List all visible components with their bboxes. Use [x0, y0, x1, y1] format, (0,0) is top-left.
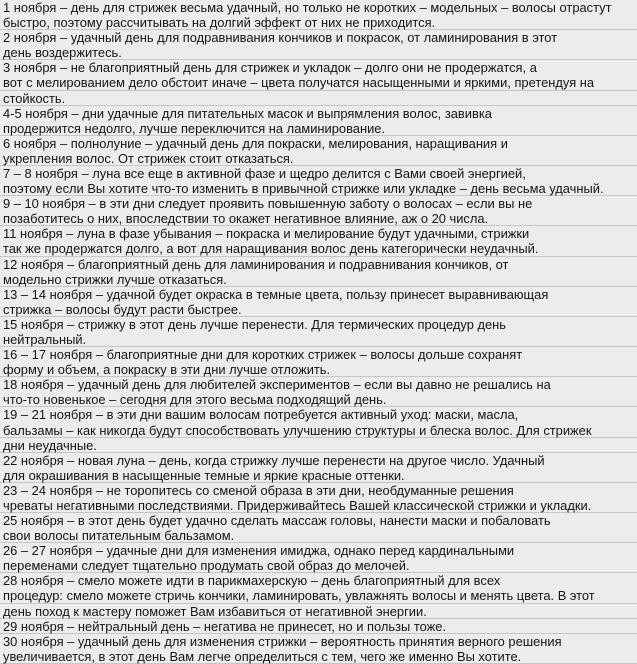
entry-line: увеличивается, в этот день Вам легче определиться с тем, чего же именно Вы хотите.	[3, 648, 522, 664]
entry-line: модельно стрижки лучше отказаться.	[3, 271, 227, 287]
entry-nov-15	[0, 317, 637, 347]
entry-nov-30	[0, 634, 637, 664]
entry-line: 23 – 24 ноября – не торопитесь со сменой образа в эти дни, необдуманные решения	[3, 482, 514, 498]
entry-line: 22 ноября – новая луна – день, когда стрижку лучше перенести на другое число. Удачный	[3, 452, 545, 468]
entry-line: стрижка – волосы будут расти быстрее.	[3, 301, 242, 317]
entry-line: 30 ноября – удачный день для изменения стрижки – вероятность принятия верного решения	[3, 633, 562, 649]
entry-line: дни неудачные.	[3, 437, 97, 453]
entry-nov-28-part2	[0, 604, 637, 619]
entry-line: 16 – 17 ноября – благоприятные дни для коротких стрижек – волосы дольше сохранят	[3, 347, 523, 363]
entry-line: стойкость.	[3, 90, 66, 106]
entry-nov-13-14	[0, 287, 637, 317]
entry-line: 29 ноября – нейтральный день – негатива не принесет, но и пользы тоже.	[3, 618, 447, 634]
entry-line: 7 – 8 ноября – луна все еще в активной фазе и щедро делится с Вами своей энергией,	[3, 165, 526, 181]
entry-line: поэтому если Вы хотите что-то изменить в привычной стрижке или укладке – день весьма удачный.	[3, 181, 604, 197]
entry-nov-12	[0, 257, 637, 287]
entry-line: чреваты негативными последствиями. Придерживайтесь Вашей классической стрижки и укладки.	[3, 497, 592, 513]
entry-nov-6	[0, 136, 637, 166]
entry-line: для окрашивания в насыщенные темные и яркие красные оттенки.	[3, 467, 405, 483]
entry-line: бальзамы – как никогда будут способствовать улучшению структуры и блеска волос. Для стрижек	[3, 422, 592, 438]
entry-line: форму и объем, а покраску в эти дни лучше отложить.	[3, 362, 331, 378]
entry-nov-1	[0, 0, 637, 30]
entry-nov-2	[0, 30, 637, 60]
entry-nov-22	[0, 453, 637, 483]
entry-line: день воздержитесь.	[3, 45, 122, 61]
entry-line: так же продержатся долго, а вот для наращивания волос день категорически неудачный.	[3, 241, 539, 257]
entry-line: вот с мелированием дело обстоит иначе – цвета получатся насыщенными и яркими, претендуя на	[3, 75, 595, 91]
entry-line: позаботитесь о них, впоследствии то окажет негативное влияние, аж о 20 числа.	[3, 211, 489, 227]
entry-nov-16-17	[0, 347, 637, 377]
entry-nov-3-part2	[0, 91, 637, 106]
entry-nov-9-10	[0, 196, 637, 226]
entry-line: 4-5 ноября – дни удачные для питательных масок и выпрямления волос, завивка	[3, 105, 492, 121]
entry-line: 18 ноября – удачный день для любителей экспериментов – если вы давно не решались на	[3, 377, 551, 393]
entry-nov-7-8	[0, 166, 637, 196]
entry-line: процедур: смело можете стричь кончики, ламинировать, увлажнять волосы и менять цвета. В этот	[3, 588, 595, 604]
entry-line: 1 ноября – день для стрижек весьма удачный, но только не коротких – модельных – волосы отрастут	[3, 0, 612, 15]
entry-line: 28 ноября – смело можете идти в парикмахерскую – день благоприятный для всех	[3, 573, 501, 589]
entry-line: продержится недолго, лучше переключится на ламинирование.	[3, 120, 386, 136]
entry-line: быстро, поэтому рассчитывать на долгий эффект от них не приходится.	[3, 15, 436, 31]
entry-line: 12 ноября – благоприятный день для ламинирования и подравнивания кончиков, от	[3, 256, 509, 272]
entry-line: 9 – 10 ноября – в эти дни следует проявить повышенную заботу о волосах – если вы не	[3, 196, 533, 212]
entry-nov-4-5	[0, 106, 637, 136]
entry-line: 19 – 21 ноября – в эти дни вашим волосам потребуется активный уход: маски, масла,	[3, 407, 519, 423]
entry-nov-18	[0, 377, 637, 407]
entry-nov-28-part1	[0, 573, 637, 603]
entry-nov-29	[0, 619, 637, 634]
entry-line: 3 ноября – не благоприятный день для стрижек и укладок – долго они не продержатся, а	[3, 60, 537, 76]
entry-line: 6 ноября – полнолуние – удачный день для покраски, мелирования, наращивания и	[3, 135, 508, 151]
entry-line: свои волосы питательным бальзамом.	[3, 528, 235, 544]
entry-line: переменами следует тщательно продумать свой образ до мелочей.	[3, 558, 410, 574]
entry-line: день поход к мастеру поможет Вам избавиться от негативной энергии.	[3, 603, 427, 619]
entry-line: 13 – 14 ноября – удачной будет окраска в темные цвета, пользу принесет выравнивающая	[3, 286, 549, 302]
entry-nov-19-21-part1	[0, 407, 637, 437]
entry-line: нейтральный.	[3, 331, 87, 347]
entry-line: что-то новенькое – сегодня для этого весьма подходящий день.	[3, 392, 387, 408]
entry-nov-3-part1	[0, 60, 637, 90]
entry-nov-19-21-part2	[0, 438, 637, 453]
entry-line: 11 ноября – луна в фазе убывания – покраска и мелирование будут удачными, стрижки	[3, 226, 530, 242]
entry-nov-23-24	[0, 483, 637, 513]
entry-line: 15 ноября – стрижку в этот день лучше перенести. Для термических процедур день	[3, 316, 506, 332]
entry-nov-26-27	[0, 543, 637, 573]
entry-nov-25	[0, 513, 637, 543]
entry-line: 26 – 27 ноября – удачные дни для изменения имиджа, однако перед кардинальными	[3, 543, 515, 559]
entry-line: 2 ноября – удачный день для подравнивания кончиков и покрасок, от ламинирования в этот	[3, 30, 558, 46]
entry-nov-11	[0, 226, 637, 256]
entry-line: 25 ноября – в этот день будет удачно сделать массаж головы, нанести маски и побаловать	[3, 513, 551, 529]
entry-line: укрепления волос. От стрижек стоит отказаться.	[3, 150, 294, 166]
